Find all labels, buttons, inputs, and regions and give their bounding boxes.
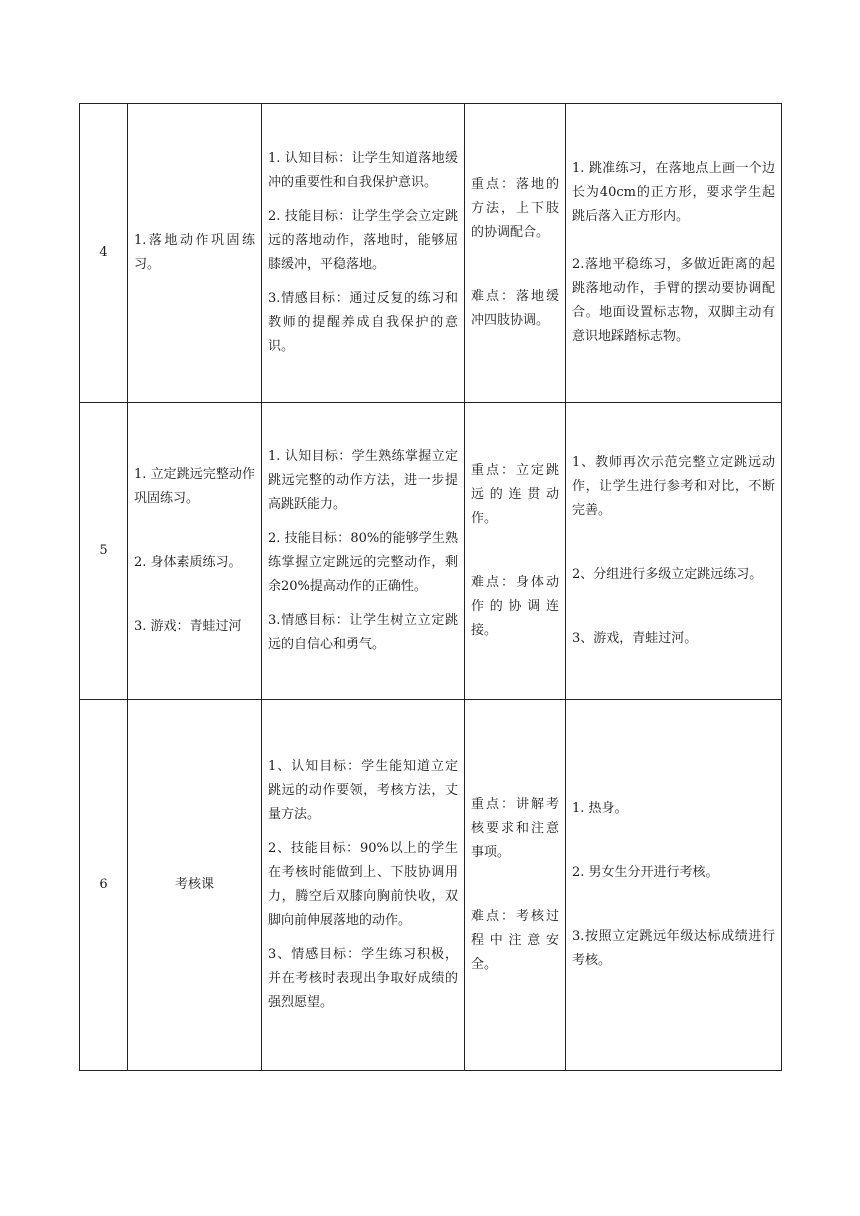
method-item: 2.落地平稳练习，多做近距离的起跳落地动作，手臂的摆动要协调配合。地面设置标志物，双脚主动有意识地踩踏标志物。 (572, 257, 775, 344)
key-point: 重点：讲解考核要求和注意事项。 (471, 797, 559, 860)
teaching-content: 1. 立定跳远完整动作巩固练习。 (134, 467, 255, 506)
teaching-goals-cell (262, 104, 465, 403)
goal-emotional: 3、情感目标：学生练习积极，并在考核时表现出争取好成绩的强烈愿望。 (268, 947, 458, 1010)
teaching-content: 3. 游戏：青蛙过河 (134, 619, 242, 634)
teaching-content: 考核课 (174, 877, 214, 892)
teaching-content-cell (128, 403, 262, 700)
method-item: 1、教师再次示范完整立定跳远动作，让学生进行参考和对比，不断完善。 (572, 455, 775, 518)
goal-cognitive: 1. 认知目标：让学生知道落地缓冲的重要性和自我保护意识。 (268, 151, 458, 190)
teaching-content-cell (128, 700, 262, 1071)
method-item: 2、分组进行多级立定跳远练习。 (572, 567, 763, 582)
method-item: 2. 男女生分开进行考核。 (572, 865, 719, 880)
table-row (80, 403, 782, 700)
teaching-goals-cell (262, 700, 465, 1071)
teaching-content-cell (128, 104, 262, 403)
goal-cognitive: 1、认知目标：学生能知道立定跳远的动作要领，考核方法，丈量方法。 (268, 759, 458, 822)
difficult-point: 难点：身体动作的协调连接。 (471, 575, 559, 638)
table-row (80, 700, 782, 1071)
method-item: 3、游戏，青蛙过河。 (572, 631, 698, 646)
teaching-methods-cell (566, 104, 782, 403)
difficult-point: 难点：考核过程中注意安全。 (471, 909, 559, 972)
key-points-cell (465, 403, 566, 700)
goal-emotional: 3.情感目标：通过反复的练习和教师的提醒养成自我保护的意识。 (268, 291, 458, 354)
table-row (80, 104, 782, 403)
teaching-methods-cell (566, 700, 782, 1071)
key-point: 重点：立定跳远的连贯动作。 (471, 463, 559, 526)
key-point: 重点：落地的方法，上下肢的协调配合。 (471, 177, 559, 240)
lesson-plan-table (79, 103, 782, 1071)
teaching-content: 2. 身体素质练习。 (134, 555, 242, 570)
key-points-cell (465, 700, 566, 1071)
teaching-content: 1.落地动作巩固练习。 (134, 233, 255, 272)
lesson-number: 6 (80, 700, 128, 1071)
lesson-number: 4 (80, 104, 128, 403)
goal-skill: 2. 技能目标：让学生学会立定跳远的落地动作，落地时，能够屈膝缓冲，平稳落地。 (268, 209, 458, 272)
key-points-cell (465, 104, 566, 403)
goal-emotional: 3.情感目标：让学生树立立定跳远的自信心和勇气。 (268, 613, 458, 652)
goal-skill: 2. 技能目标：80%的能够学生熟练掌握立定跳远的完整动作，剩余20%提高动作的正确性。 (268, 531, 458, 594)
lesson-number: 5 (80, 403, 128, 700)
goal-skill: 2、技能目标：90%以上的学生在考核时能做到上、下肢协调用力，腾空后双膝向胸前快收，双脚向前伸展落地的动作。 (268, 841, 458, 928)
method-item: 3.按照立定跳远年级达标成绩进行考核。 (572, 929, 775, 968)
teaching-goals-cell (262, 403, 465, 700)
method-item: 1. 跳准练习，在落地点上画一个边长为40cm的正方形，要求学生起跳后落入正方形内。 (572, 161, 775, 224)
difficult-point: 难点：落地缓冲四肢协调。 (471, 289, 559, 328)
teaching-methods-cell (566, 403, 782, 700)
method-item: 1. 热身。 (572, 801, 628, 816)
goal-cognitive: 1. 认知目标：学生熟练掌握立定跳远完整的动作方法，进一步提高跳跃能力。 (268, 449, 458, 512)
